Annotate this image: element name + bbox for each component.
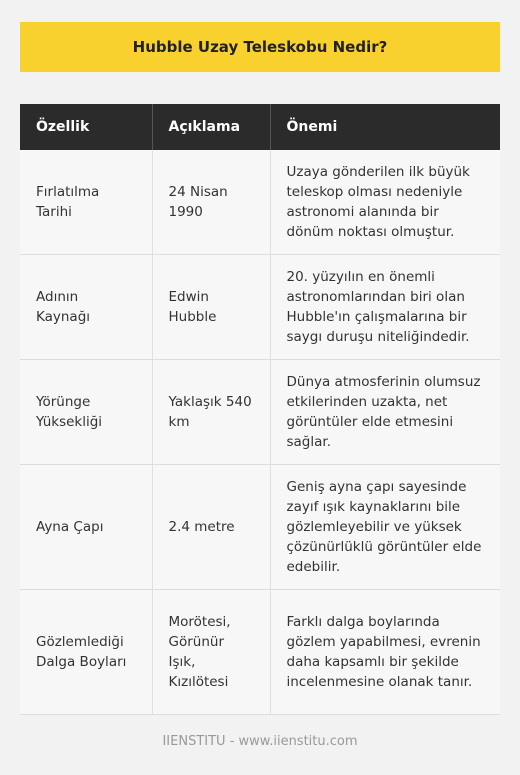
table-row bbox=[20, 150, 500, 255]
cell-importance: Geniş ayna çapı sayesinde zayıf ışık kaynaklarını bile gözlemleyebilir ve yüksek çözünürlüklü görüntüler elde edebilir. bbox=[270, 465, 500, 590]
cell-importance: Dünya atmosferinin olumsuz etkilerinden uzakta, net görüntüler elde etmesini sağlar. bbox=[270, 360, 500, 465]
table-row bbox=[20, 360, 500, 465]
table-row bbox=[20, 465, 500, 590]
cell-description: Edwin Hubble bbox=[152, 255, 270, 360]
cell-importance: Uzaya gönderilen ilk büyük teleskop olması nedeniyle astronomi alanında bir dönüm noktası olmuştur. bbox=[270, 150, 500, 255]
cell-importance: 20. yüzyılın en önemli astronomlarından biri olan Hubble'ın çalışmalarına bir saygı duruşu niteliğindedir. bbox=[270, 255, 500, 360]
cell-feature: Fırlatılma Tarihi bbox=[20, 150, 152, 255]
cell-importance: Farklı dalga boylarında gözlem yapabilmesi, evrenin daha kapsamlı bir şekilde incelenmesine olanak tanır. bbox=[270, 590, 500, 715]
cell-feature: Adının Kaynağı bbox=[20, 255, 152, 360]
footer-credit: IIENSTITU - www.iienstitu.com bbox=[162, 734, 358, 749]
cell-feature: Ayna Çapı bbox=[20, 465, 152, 590]
header-description: Açıklama bbox=[152, 104, 270, 150]
header-importance: Önemi bbox=[270, 104, 500, 150]
cell-description: 2.4 metre bbox=[152, 465, 270, 590]
table-row bbox=[20, 255, 500, 360]
cell-description: Yaklaşık 540 km bbox=[152, 360, 270, 465]
title-banner bbox=[20, 22, 500, 72]
info-table bbox=[20, 104, 500, 715]
cell-description: Morötesi, Görünür Işık, Kızılötesi bbox=[152, 590, 270, 715]
cell-feature: Gözlemlediği Dalga Boyları bbox=[20, 590, 152, 715]
cell-description: 24 Nisan 1990 bbox=[152, 150, 270, 255]
page-title: Hubble Uzay Teleskobu Nedir? bbox=[132, 38, 388, 56]
table-header-row bbox=[20, 104, 500, 150]
cell-feature: Yörünge Yüksekliği bbox=[20, 360, 152, 465]
table-row bbox=[20, 590, 500, 715]
header-feature: Özellik bbox=[20, 104, 152, 150]
